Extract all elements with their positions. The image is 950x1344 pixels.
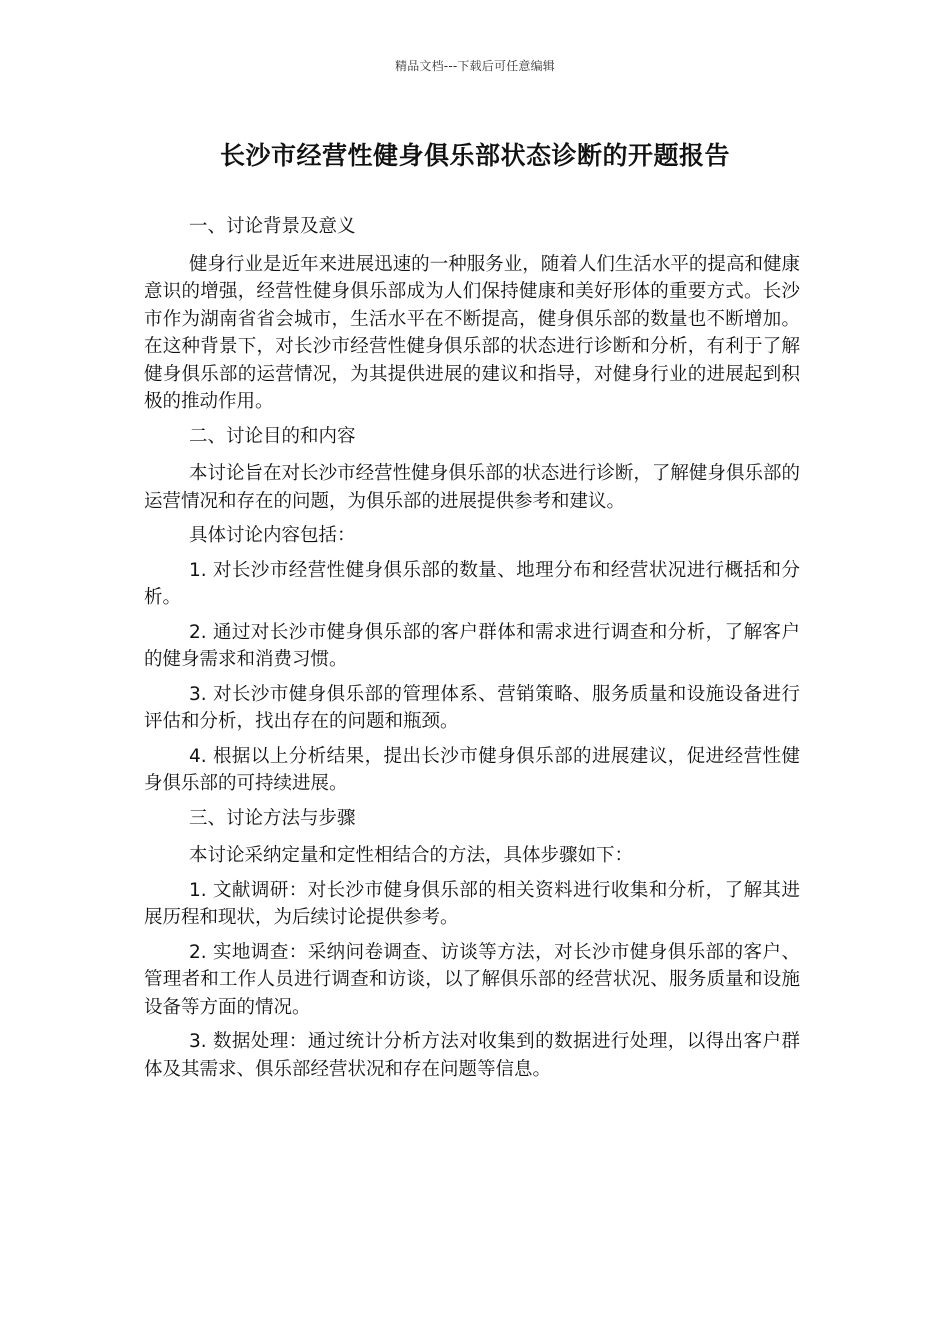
section-heading: 三、讨论方法与步骤	[189, 807, 356, 829]
list-item: 2. 实地调查：采纳问卷调查、访谈等方法，对长沙市健身俱乐部的客户、管理者和工作人员进行调查和访谈，以了解俱乐部的经营状况、服务质量和设施设备等方面的情况。	[144, 941, 800, 1018]
list-item: 3. 数据处理：通过统计分析方法对收集到的数据进行处理，以得出客户群体及其需求、俱乐部经营状况和存在问题等信息。	[144, 1031, 800, 1080]
section-heading: 二、讨论目的和内容	[189, 425, 356, 447]
list-item: 4. 根据以上分析结果，提出长沙市健身俱乐部的进展建议，促进经营性健身俱乐部的可持续进展。	[144, 745, 800, 794]
paragraph: 具体讨论内容包括：	[189, 525, 356, 546]
paragraph: 本讨论旨在对长沙市经营性健身俱乐部的状态进行诊断，了解健身俱乐部的运营情况和存在的问题，为俱乐部的进展提供参考和建议。	[144, 463, 800, 512]
paragraph: 健身行业是近年来进展迅速的一种服务业，随着人们生活水平的提高和健康意识的增强，经营性健身俱乐部成为人们保持健康和美好形体的重要方式。长沙市作为湖南省省会城市，生活水平在不断提高，健身俱乐部的数量也不断增加。在这种背景下，对长沙市经营性健身俱乐部的状态进行诊断和分析，有利于了解健身俱乐部的运营情况，为其提供进展的建议和指导，对健身行业的进展起到积极的推动作用。	[144, 253, 800, 412]
section-heading: 一、讨论背景及意义	[189, 216, 356, 237]
document-title: 长沙市经营性健身俱乐部状态诊断的开题报告	[219, 141, 730, 170]
list-item: 3. 对长沙市健身俱乐部的管理体系、营销策略、服务质量和设施设备进行评估和分析，找出存在的问题和瓶颈。	[144, 683, 800, 732]
list-item: 1. 文献调研：对长沙市健身俱乐部的相关资料进行收集和分析，了解其进展历程和现状，为后续讨论提供参考。	[144, 879, 800, 928]
list-item: 2. 通过对长沙市健身俱乐部的客户群体和需求进行调查和分析，了解客户的健身需求和消费习惯。	[144, 621, 800, 670]
header-note: 精品文档---下载后可任意编辑	[395, 59, 555, 73]
document-body	[144, 213, 800, 1090]
list-item: 1. 对长沙市经营性健身俱乐部的数量、地理分布和经营状况进行概括和分析。	[144, 559, 800, 608]
paragraph: 本讨论采纳定量和定性相结合的方法，具体步骤如下：	[189, 845, 634, 866]
